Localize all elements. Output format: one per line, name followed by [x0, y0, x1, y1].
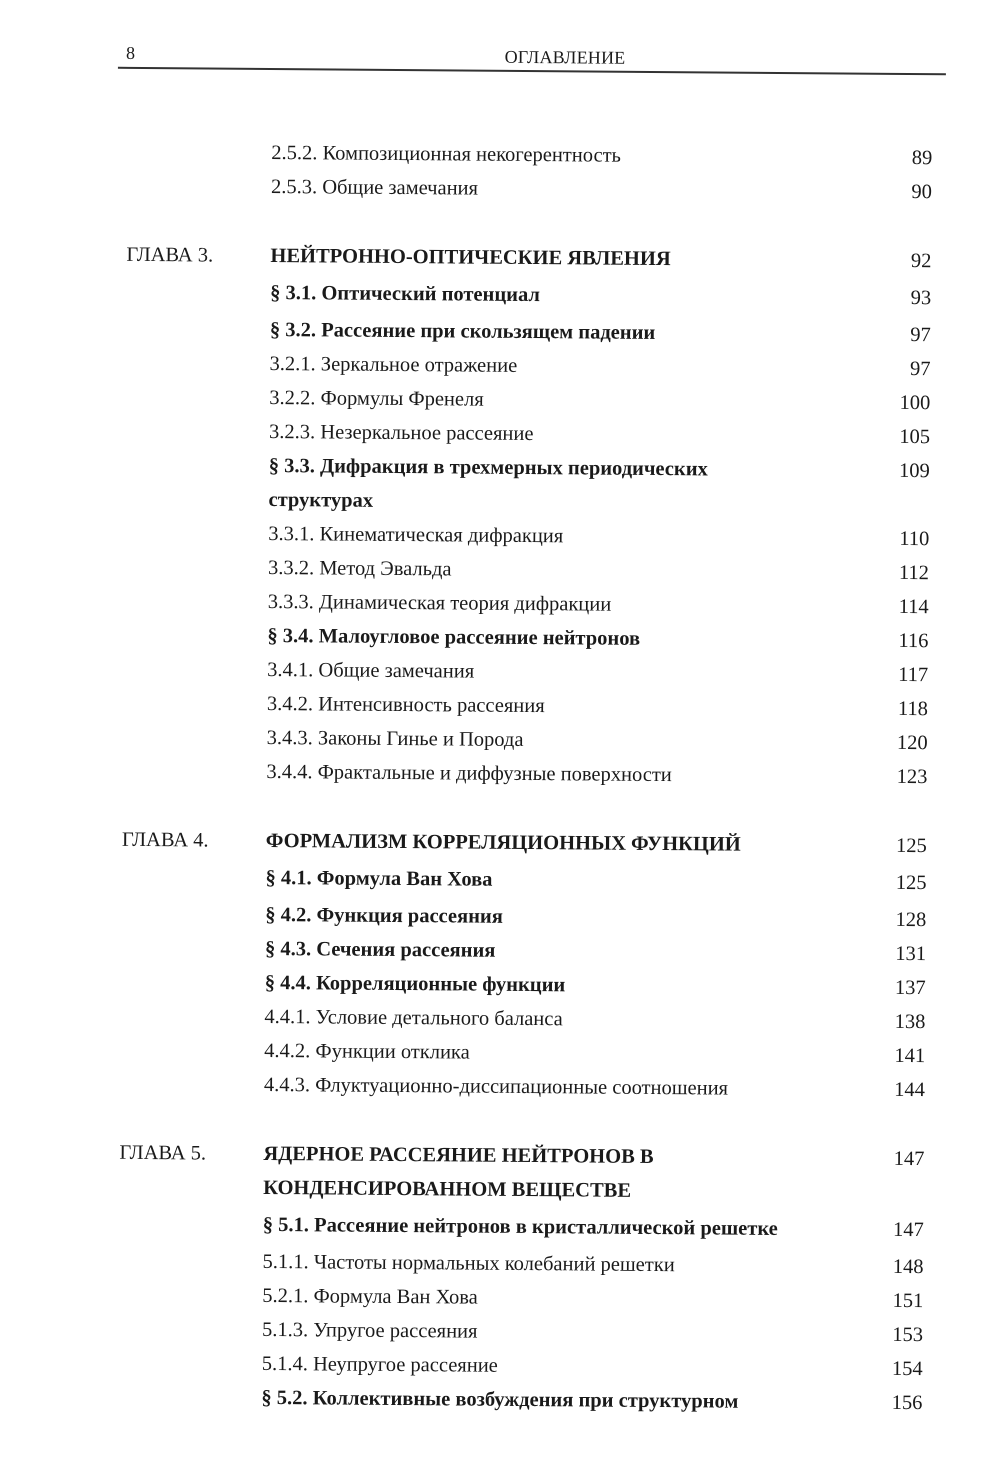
- toc-chapter-entry: [0, 822, 994, 864]
- entry-title: [271, 170, 871, 209]
- entry-page-number: 109: [898, 459, 930, 483]
- entry-title: [265, 932, 865, 971]
- entry-title: [262, 1245, 862, 1284]
- entry-title-line: 4.4.2. Функции отклика: [264, 1039, 470, 1064]
- entry-title: [267, 619, 867, 658]
- entry-title-line: § 5.1. Рассеяние нейтронов в кристаллической решетке: [262, 1213, 778, 1240]
- entry-title: [269, 415, 869, 454]
- entry-page-number: 114: [898, 595, 929, 619]
- entry-title: [270, 276, 870, 315]
- toc-chapter-entry: [0, 1135, 992, 1211]
- entry-title-line: ФОРМАЛИЗМ КОРРЕЛЯЦИОННЫХ ФУНКЦИЙ: [265, 829, 741, 856]
- chapter-label: ГЛАВА 5.: [119, 1141, 207, 1165]
- entry-title-line: § 3.1. Оптический потенциал: [270, 281, 541, 307]
- entry-page-number: 90: [911, 181, 933, 204]
- entry-page-number: 105: [899, 425, 931, 449]
- entry-page-number: 100: [899, 391, 931, 415]
- entry-title-line: 3.3.3. Динамическая теория дифракции: [267, 590, 612, 616]
- entry-title: [262, 1313, 862, 1352]
- entry-title-line: § 3.2. Рассеяние при скользящем падении: [269, 318, 656, 344]
- entry-title: [271, 136, 871, 175]
- entry-page-number: 97: [909, 357, 931, 381]
- entry-page-number: 92: [910, 249, 932, 273]
- toc-entry: [0, 1206, 991, 1248]
- entry-page-number: 128: [895, 908, 927, 932]
- entry-title: [268, 517, 868, 556]
- toc-entry: [0, 753, 995, 795]
- entry-page-number: 89: [911, 147, 933, 170]
- toc-entry: [0, 859, 994, 901]
- entry-title-line: 5.1.4. Неупругое рассеяние: [261, 1352, 498, 1377]
- entry-page-number: 93: [910, 286, 932, 310]
- entry-title-line: 3.4.4. Фрактальные и диффузные поверхности: [266, 760, 672, 787]
- entry-page-number: 125: [896, 834, 927, 858]
- entry-title-line: 3.4.1. Общие замечания: [267, 658, 475, 683]
- entry-page-number: 131: [895, 942, 927, 966]
- entry-title: [265, 966, 865, 1005]
- entry-title-line: § 4.3. Сечения рассеяния: [264, 937, 496, 962]
- toc-chapter-entry: [0, 237, 999, 279]
- page-number: 8: [125, 42, 136, 63]
- entry-page-number: 156: [891, 1391, 923, 1415]
- entry-title-line: § 3.4. Малоугловое рассеяние нейтронов: [267, 624, 641, 650]
- entry-title-line: ЯДЕРНОЕ РАССЕЯНИЕ НЕЙТРОНОВ В: [263, 1142, 654, 1169]
- entry-title-line: 3.2.2. Формулы Френеля: [269, 386, 484, 411]
- table-of-contents: [0, 134, 999, 1421]
- toc-entry: [0, 1066, 992, 1108]
- entry-title: [265, 861, 865, 900]
- entry-title-line: § 3.3. Дифракция в трехмерных периодических: [268, 454, 708, 481]
- toc-entry: [0, 168, 999, 210]
- entry-title: [261, 1381, 861, 1420]
- toc-entry: [0, 447, 997, 523]
- toc-entry: [0, 274, 998, 316]
- entry-title: [268, 585, 868, 624]
- entry-title-line: 3.3.2. Метод Эвальда: [267, 556, 452, 581]
- entry-title: [264, 1000, 864, 1039]
- entry-title-line: 5.1.3. Упругое рассеяния: [261, 1318, 478, 1343]
- entry-title: [263, 1208, 863, 1247]
- entry-page-number: 148: [892, 1255, 924, 1279]
- entry-page-number: 117: [898, 663, 929, 687]
- entry-page-number: 147: [893, 1147, 925, 1171]
- entry-title: [268, 449, 869, 522]
- entry-title-line: 3.4.3. Законы Гинье и Порода: [266, 726, 524, 751]
- entry-page-number: 154: [891, 1357, 923, 1381]
- entry-page-number: 153: [892, 1323, 924, 1347]
- entry-page-number: 151: [892, 1289, 924, 1313]
- entry-title-line: 4.4.3. Флуктуационно-диссипационные соотношения: [263, 1073, 729, 1100]
- entry-title-line: 5.1.1. Частоты нормальных колебаний решетки: [262, 1250, 675, 1277]
- chapter-label: ГЛАВА 3.: [126, 243, 214, 267]
- entry-title: [264, 1068, 864, 1107]
- entry-page-number: 97: [910, 323, 931, 347]
- entry-title: [269, 381, 869, 420]
- entry-page-number: 120: [896, 731, 928, 755]
- entry-page-number: 116: [898, 629, 929, 653]
- toc-entry: [0, 1379, 990, 1421]
- entry-page-number: 118: [897, 697, 929, 721]
- running-header: ОГЛАВЛЕНИЕ: [504, 46, 626, 68]
- entry-title-line: § 4.1. Формула Ван Хова: [265, 866, 493, 891]
- entry-title: [267, 687, 867, 726]
- entry-page-number: 144: [894, 1078, 926, 1102]
- chapter-label: ГЛАВА 4.: [121, 828, 209, 852]
- entry-title-line: § 4.2. Функция рассеяния: [265, 903, 503, 928]
- entry-title-line: 2.5.3. Общие замечания: [270, 175, 479, 200]
- entry-title: [262, 1279, 862, 1318]
- entry-page-number: 141: [894, 1044, 926, 1068]
- entry-title-line: 2.5.2. Композиционная некогерентность: [271, 141, 622, 167]
- entry-title-line: КОНДЕНСИРОВАННОМ ВЕЩЕСТВЕ: [263, 1176, 632, 1202]
- entry-page-number: 147: [892, 1218, 924, 1242]
- entry-title-line: 5.2.1. Формула Ван Хова: [262, 1284, 478, 1309]
- entry-title-line: 3.2.1. Зеркальное отражение: [269, 352, 518, 377]
- entry-title: [267, 721, 867, 760]
- entry-page-number: 112: [898, 561, 930, 585]
- entry-title: [269, 347, 869, 386]
- entry-title: [265, 898, 865, 937]
- entry-title-line: § 5.2. Коллективные возбуждения при структурном: [261, 1386, 739, 1413]
- entry-page-number: 138: [894, 1010, 926, 1034]
- entry-page-number: 123: [896, 765, 928, 789]
- entry-title: [267, 653, 867, 692]
- entry-title: [263, 1137, 864, 1210]
- entry-title-line: 3.3.1. Кинематическая дифракция: [268, 522, 564, 548]
- entry-title-line: НЕЙТРОННО-ОПТИЧЕСКИЕ ЯВЛЕНИЯ: [270, 244, 671, 271]
- entry-title: [268, 551, 868, 590]
- entry-title: [266, 755, 866, 794]
- entry-title-line: 4.4.1. Условие детального баланса: [264, 1005, 563, 1031]
- entry-title: [270, 239, 870, 278]
- entry-title: [266, 824, 866, 863]
- entry-title-line: структурах: [268, 488, 374, 512]
- entry-title: [262, 1347, 862, 1386]
- entry-page-number: 110: [899, 527, 930, 551]
- entry-title: [264, 1034, 864, 1073]
- entry-title: [270, 313, 870, 352]
- entry-title-line: 3.4.2. Интенсивность рассеяния: [266, 692, 545, 718]
- entry-title-line: § 4.4. Корреляционные функции: [264, 971, 566, 997]
- entry-page-number: 137: [894, 976, 926, 1000]
- entry-page-number: 125: [895, 871, 927, 895]
- entry-title-line: 3.2.3. Незеркальное рассеяние: [268, 420, 534, 446]
